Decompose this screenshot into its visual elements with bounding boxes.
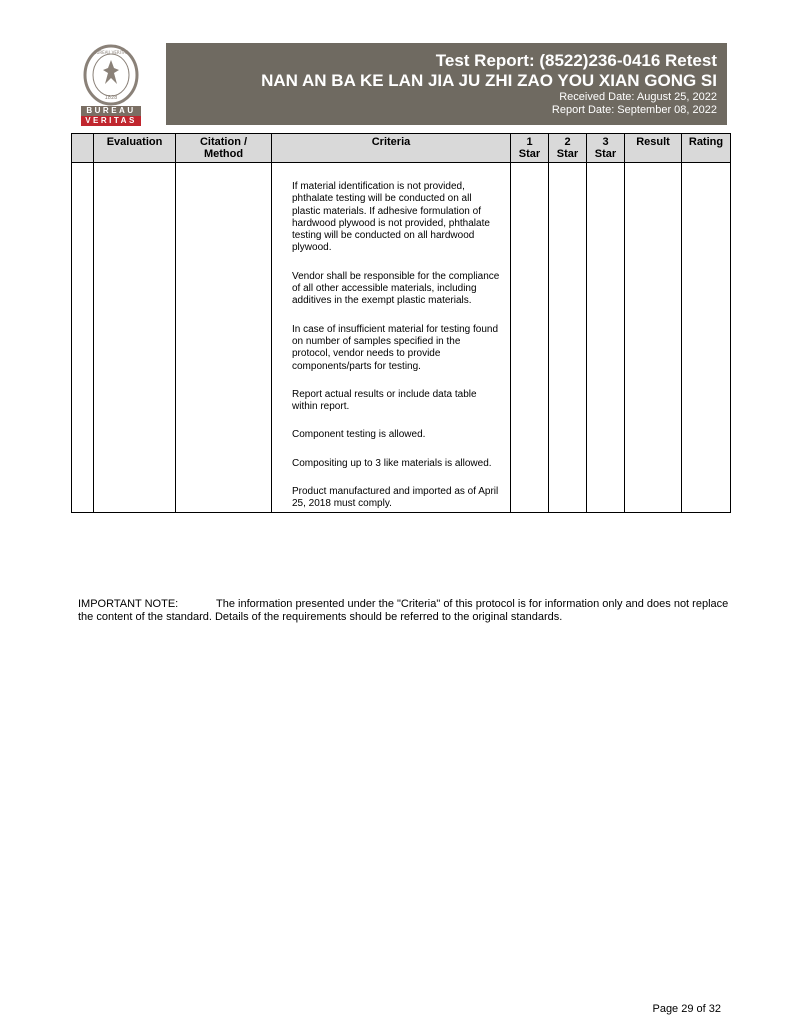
header-evaluation: Evaluation [94,134,176,163]
header-3-star [587,134,625,163]
header-citation [176,134,272,163]
header-2-star-num: 2 [564,136,571,148]
header-citation-line2: Method [203,148,244,160]
report-title: Test Report: (8522)236-0416 Retest [435,51,717,70]
bureau-veritas-logo [81,44,141,126]
header-blank [72,134,94,163]
important-note-text: The information presented under the "Criteria" of this protocol is for information only and does not replace the content of the standard. Details of the requirements should be referred to the original standards. [78,598,729,623]
header-3-star-word: Star [594,148,617,160]
cell-rating [682,163,731,513]
criteria-paragraph: Product manufactured and imported as of April 25, 2018 must comply. [292,486,499,510]
header-1-star-num: 1 [526,136,533,148]
cell-criteria [272,163,511,513]
table-header-row [72,134,731,163]
criteria-table [71,133,731,513]
table-row [72,163,731,513]
logo-word-veritas: VERITAS [81,116,141,126]
header-3-star-num: 3 [602,136,609,148]
criteria-paragraph: Report actual results or include data table within report. [292,388,477,413]
criteria-paragraph: Component testing is allowed. [292,429,426,441]
cell-blank [72,163,94,513]
important-note [78,598,738,624]
header-1-star [511,134,549,163]
header-criteria: Criteria [272,134,511,163]
cell-result [625,163,682,513]
report-date: Report Date: September 08, 2022 [551,104,717,116]
cell-evaluation [94,163,176,513]
page-number: Page 29 of 32 [652,1003,721,1015]
criteria-paragraph: In case of insufficient material for testing found on number of samples specified in the protocol, vendor needs to provide components/parts for testing. [292,323,499,372]
cell-citation [176,163,272,513]
cell-1-star [511,163,549,513]
cell-3-star [587,163,625,513]
criteria-paragraph: If material identification is not provided, phthalate testing will be conducted on all plastic materials. If adhesive formulation of hardwood plywood is not provided, phthalate testing will be conducted on all hardwood plywood. [292,181,490,254]
logo-word-bureau: BUREAU [81,106,141,116]
received-date: Received Date: August 25, 2022 [559,91,717,103]
seal-icon [81,44,141,106]
criteria-paragraph: Vendor shall be responsible for the compliance of all other accessible materials, including additives in the exempt plastic materials. [292,270,500,307]
header-result: Result [625,134,682,163]
header-2-star [549,134,587,163]
important-note-label: IMPORTANT NOTE: [78,598,179,610]
cell-2-star [549,163,587,513]
header-rating: Rating [682,134,731,163]
report-header [166,43,727,125]
header-1-star-word: Star [518,148,541,160]
seal-arc-text: BUREAU VERITAS [93,50,129,55]
seal-year: 1828 [104,95,118,101]
header-citation-line1: Citation / [199,136,248,148]
criteria-paragraph: Compositing up to 3 like materials is allowed. [292,457,492,469]
header-2-star-word: Star [556,148,579,160]
company-name: NAN AN BA KE LAN JIA JU ZHI ZAO YOU XIAN GONG SI [261,71,717,90]
